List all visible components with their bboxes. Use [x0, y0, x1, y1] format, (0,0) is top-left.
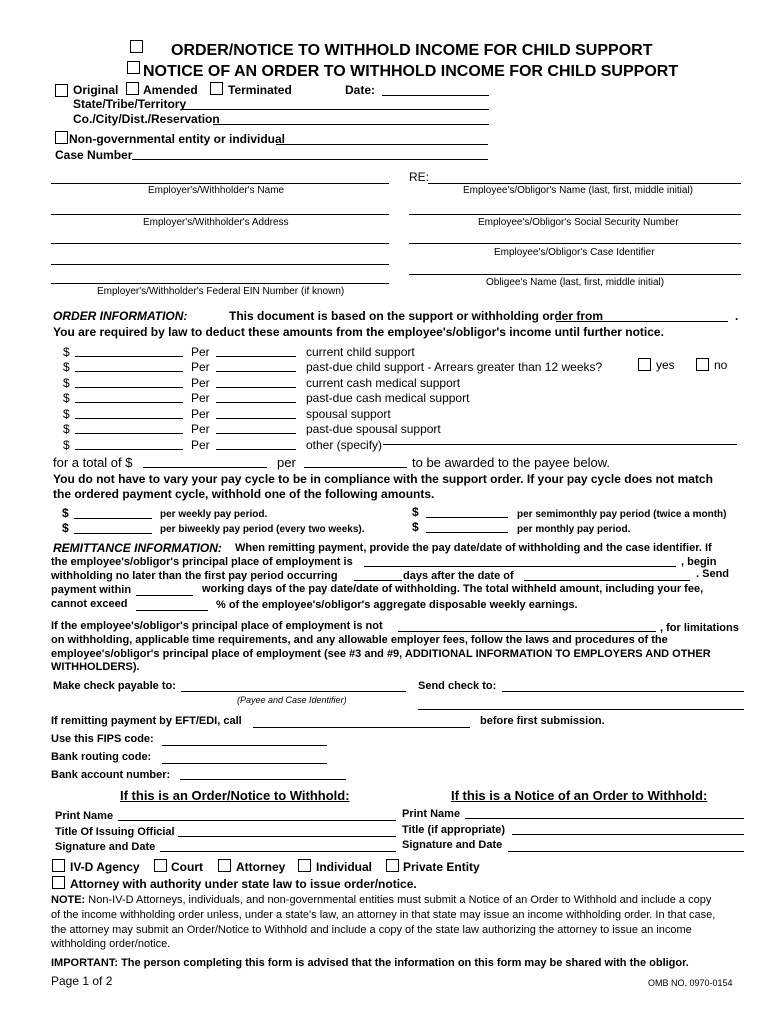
date-label: Date:	[345, 83, 376, 97]
support-type-label: current child support	[306, 345, 415, 359]
biweekly-label: per biweekly pay period (every two weeks).	[160, 524, 365, 535]
employer-ein-caption: Employer's/Withholder's Federal EIN Number (if known)	[97, 286, 345, 297]
dollar-sign: $	[63, 438, 70, 452]
arrears-no-checkbox[interactable]	[696, 358, 709, 371]
monthly-label: per monthly pay period.	[517, 524, 631, 535]
form-title-order-notice: ORDER/NOTICE TO WITHHOLD INCOME FOR CHILD SUPPORT	[171, 42, 653, 59]
employee-case-field[interactable]	[409, 243, 741, 244]
obligee-name-field[interactable]	[409, 274, 741, 275]
amount-field[interactable]	[75, 387, 183, 388]
frequency-field[interactable]	[216, 387, 296, 388]
dollar-sign: $	[412, 520, 419, 534]
amended-label: Amended	[143, 83, 198, 97]
total-prefix: for a total of $	[53, 455, 133, 470]
payee-hint: (Payee and Case Identifier)	[237, 695, 347, 705]
check-payable-label: Make check payable to:	[53, 680, 176, 692]
dollar-sign: $	[63, 422, 70, 436]
frequency-field[interactable]	[216, 402, 296, 403]
per-label: Per	[191, 345, 210, 359]
non-gov-field[interactable]	[276, 144, 488, 145]
account-label: Bank account number:	[51, 769, 171, 781]
order-notice-heading: If this is an Order/Notice to Withhold:	[120, 788, 350, 803]
non-gov-checkbox[interactable]	[55, 131, 68, 144]
total-amount-field[interactable]	[143, 467, 267, 468]
employer-address-caption: Employer's/Withholder's Address	[143, 217, 289, 228]
dollar-sign: $	[62, 521, 69, 535]
remit-line-1: When remitting payment, provide the pay date/date of withholding and the case identifier. If	[235, 542, 712, 554]
employer-ein-field[interactable]	[51, 283, 389, 284]
order-basis-period: .	[735, 309, 739, 323]
terminated-label: Terminated	[228, 83, 292, 97]
order-info-heading: ORDER INFORMATION:	[53, 309, 188, 323]
non-gov-label: Non-governmental entity or individual	[69, 132, 286, 146]
weekly-amount-field[interactable]	[74, 518, 152, 519]
title-official-label: Title Of Issuing Official	[55, 826, 175, 838]
note-text-1: Non-IV-D Attorneys, individuals, and non-governmental entities must submit a Notice of an Order to Withhold and include a copy	[88, 894, 712, 906]
remit-line-2: the employee's/obligor's principal place of employment is	[51, 556, 353, 568]
fips-label: Use this FIPS code:	[51, 733, 154, 745]
remit-line-4-rest: working days of the pay date/date of withholding. The total withheld amount, including your fee,	[202, 583, 704, 595]
routing-field[interactable]	[162, 763, 327, 764]
county-field[interactable]	[213, 124, 489, 125]
amount-field[interactable]	[75, 449, 183, 450]
amount-field[interactable]	[75, 356, 183, 357]
state-label: State/Tribe/Territory	[73, 97, 187, 111]
right-signature-field[interactable]	[508, 851, 744, 852]
county-label: Co./City/Dist./Reservation	[73, 112, 220, 126]
court-checkbox[interactable]	[154, 859, 167, 872]
form-title-notice-of-order: NOTICE OF AN ORDER TO WITHHOLD INCOME FOR CHILD SUPPORT	[143, 63, 679, 80]
monthly-amount-field[interactable]	[426, 532, 508, 533]
remit-p2-line-3: employee's/obligor's principal place of employment (see #3 and #9, ADDITIONAL INFORMATION TO EMPLOYERS AND OTHER	[51, 648, 711, 660]
state-field[interactable]	[183, 109, 489, 110]
individual-checkbox[interactable]	[298, 859, 311, 872]
remittance-heading: REMITTANCE INFORMATION:	[53, 541, 222, 555]
note-line-1	[51, 894, 711, 906]
signature-date-label: Signature and Date	[402, 839, 503, 851]
not-employment-state-field[interactable]	[398, 631, 656, 632]
date-field[interactable]	[382, 95, 489, 96]
remit-line-3: withholding no later than the first pay period occurring	[51, 570, 338, 582]
amount-field[interactable]	[75, 418, 183, 419]
routing-label: Bank routing code:	[51, 751, 152, 763]
check-payable-field[interactable]	[181, 691, 406, 692]
semimonthly-amount-field[interactable]	[426, 517, 508, 518]
original-label: Original	[73, 83, 119, 97]
per-label: Per	[191, 391, 210, 405]
yes-label: yes	[656, 358, 675, 372]
frequency-field[interactable]	[216, 433, 296, 434]
pay-cycle-note-1: You do not have to vary your pay cycle to be in compliance with the support order. If your pay cycle does not match	[53, 472, 713, 486]
frequency-field[interactable]	[216, 449, 296, 450]
remit-p2-line-1-end: , for limitations	[660, 622, 739, 634]
days-after-field[interactable]	[354, 580, 402, 581]
frequency-field[interactable]	[216, 356, 296, 357]
dollar-sign: $	[63, 407, 70, 421]
case-number-field[interactable]	[132, 159, 488, 160]
per-label: Per	[191, 407, 210, 421]
per-label: Per	[191, 376, 210, 390]
attorney-label: Attorney	[236, 860, 286, 874]
working-days-field[interactable]	[136, 595, 193, 596]
amount-field[interactable]	[75, 402, 183, 403]
employee-case-caption: Employee's/Obligor's Case Identifier	[494, 247, 655, 258]
employer-address-field-2[interactable]	[51, 243, 389, 244]
attorney-state-checkbox[interactable]	[52, 876, 65, 889]
order-required-text: You are required by law to deduct these amounts from the employee's/obligor's income until further notice.	[53, 325, 664, 339]
court-label: Court	[171, 860, 203, 874]
private-entity-checkbox[interactable]	[386, 859, 399, 872]
total-per-label: per	[277, 455, 296, 470]
employee-name-field[interactable]	[428, 183, 741, 184]
employer-name-caption: Employer's/Withholder's Name	[148, 185, 285, 196]
terminated-checkbox[interactable]	[210, 82, 223, 95]
dollar-sign: $	[63, 376, 70, 390]
principal-employment-state-field[interactable]	[364, 566, 676, 567]
right-print-name-field[interactable]	[465, 818, 744, 819]
per-label: Per	[191, 422, 210, 436]
attorney-state-label: Attorney with authority under state law to issue order/notice.	[70, 877, 417, 891]
send-check-field-1[interactable]	[502, 691, 744, 692]
case-number-label: Case Number	[55, 148, 133, 162]
obligee-name-caption: Obligee's Name (last, first, middle initial)	[486, 277, 665, 288]
biweekly-amount-field[interactable]	[74, 533, 152, 534]
employee-ssn-caption: Employee's/Obligor's Social Security Number	[478, 217, 679, 228]
other-specify-field[interactable]	[383, 444, 737, 445]
support-type-label: past-due cash medical support	[306, 391, 470, 405]
weekly-label: per weekly pay period.	[160, 509, 268, 520]
print-name-label: Print Name	[55, 810, 114, 822]
dollar-sign: $	[63, 360, 70, 374]
remit-p2-line-4: WITHHOLDERS).	[51, 661, 140, 673]
support-type-label: past-due spousal support	[306, 422, 441, 436]
eft-phone-field[interactable]	[253, 727, 470, 728]
ivd-agency-label: IV-D Agency	[70, 860, 140, 874]
amount-field[interactable]	[75, 433, 183, 434]
note-line-4: withholding order/notice.	[51, 938, 171, 950]
note-line-3: the attorney may submit an Order/Notice to Withhold and include a copy of the state law authorizing the attorney to issue an income	[51, 924, 692, 936]
employee-ssn-field[interactable]	[409, 214, 741, 215]
remit-line-5-rest: % of the employee's/obligor's aggregate disposable weekly earnings.	[216, 599, 578, 611]
per-label: Per	[191, 360, 210, 374]
attorney-checkbox[interactable]	[218, 859, 231, 872]
note-label: NOTE:	[51, 894, 86, 906]
amended-checkbox[interactable]	[126, 82, 139, 95]
semimonthly-label: per semimonthly pay period (twice a month)	[517, 509, 727, 520]
page-number: Page 1 of 2	[51, 974, 113, 988]
support-type-label: current cash medical support	[306, 376, 461, 390]
note-line-2: of the income withholding order unless, under a state's law, an attorney in that state may issue an income withholding order. In that case,	[51, 909, 716, 921]
pay-cycle-note-2: the ordered payment cycle, withhold one of the following amounts.	[53, 487, 435, 501]
notice-of-order-heading: If this is a Notice of an Order to Withhold:	[451, 788, 708, 803]
left-print-name-field[interactable]	[118, 820, 396, 821]
amount-field[interactable]	[75, 371, 183, 372]
send-check-field-2[interactable]	[418, 709, 744, 710]
notice-of-order-checkbox[interactable]	[127, 61, 140, 74]
order-basis-text: This document is based on the support or withholding order from	[229, 309, 604, 323]
omb-number: OMB NO. 0970-0154	[648, 978, 733, 988]
dollar-sign: $	[63, 345, 70, 359]
remit-line-3-end: . Send	[696, 568, 730, 580]
employer-address-field-3[interactable]	[51, 264, 389, 265]
eft-label: If remitting payment by EFT/EDI, call	[51, 715, 242, 727]
send-check-label: Send check to:	[418, 680, 497, 692]
per-label: Per	[191, 438, 210, 452]
remit-line-5: cannot exceed	[51, 598, 128, 610]
support-type-label: past-due child support - Arrears greater than 12 weeks?	[306, 360, 603, 374]
private-entity-label: Private Entity	[403, 860, 480, 874]
dollar-sign: $	[412, 505, 419, 519]
title-if-label: Title (if appropriate)	[402, 824, 506, 836]
dollar-sign: $	[63, 391, 70, 405]
frequency-field[interactable]	[216, 371, 296, 372]
print-name-label: Print Name	[402, 808, 461, 820]
signature-date-label: Signature and Date	[55, 841, 156, 853]
remit-line-3-mid: days after the date of	[403, 570, 514, 582]
order-source-field[interactable]	[556, 321, 728, 322]
individual-label: Individual	[316, 860, 373, 874]
remit-p2-line-2: on withholding, applicable time requirements, and any allowable employer fees, follow the laws and procedures of the	[51, 634, 668, 646]
original-checkbox[interactable]	[55, 84, 68, 97]
no-label: no	[714, 358, 728, 372]
remit-p2-line-1: If the employee's/obligor's principal place of employment is not	[51, 620, 383, 632]
employer-name-field[interactable]	[51, 183, 389, 184]
total-suffix: to be awarded to the payee below.	[412, 455, 611, 470]
title-official-field[interactable]	[178, 836, 396, 837]
remit-line-4: payment within	[51, 584, 132, 596]
re-label: RE:	[409, 170, 430, 184]
title-if-field[interactable]	[512, 834, 744, 835]
dollar-sign: $	[62, 506, 69, 520]
account-field[interactable]	[180, 779, 346, 780]
remit-line-2-end: , begin	[681, 556, 717, 568]
fips-field[interactable]	[162, 745, 327, 746]
support-type-label: other (specify)	[306, 438, 383, 452]
total-frequency-field[interactable]	[304, 467, 407, 468]
eft-after-label: before first submission.	[480, 715, 605, 727]
order-notice-checkbox[interactable]	[130, 40, 143, 53]
ivd-agency-checkbox[interactable]	[52, 859, 65, 872]
support-type-label: spousal support	[306, 407, 391, 421]
arrears-yes-checkbox[interactable]	[638, 358, 651, 371]
employee-name-caption: Employee's/Obligor's Name (last, first, middle initial)	[463, 185, 693, 196]
important-notice: IMPORTANT: The person completing this form is advised that the information on this form may be shared with the obligor.	[51, 957, 689, 969]
employer-address-field-1[interactable]	[51, 214, 389, 215]
left-signature-field[interactable]	[160, 851, 396, 852]
frequency-field[interactable]	[216, 418, 296, 419]
date-of-field[interactable]	[524, 580, 690, 581]
percent-limit-field[interactable]	[136, 610, 208, 611]
